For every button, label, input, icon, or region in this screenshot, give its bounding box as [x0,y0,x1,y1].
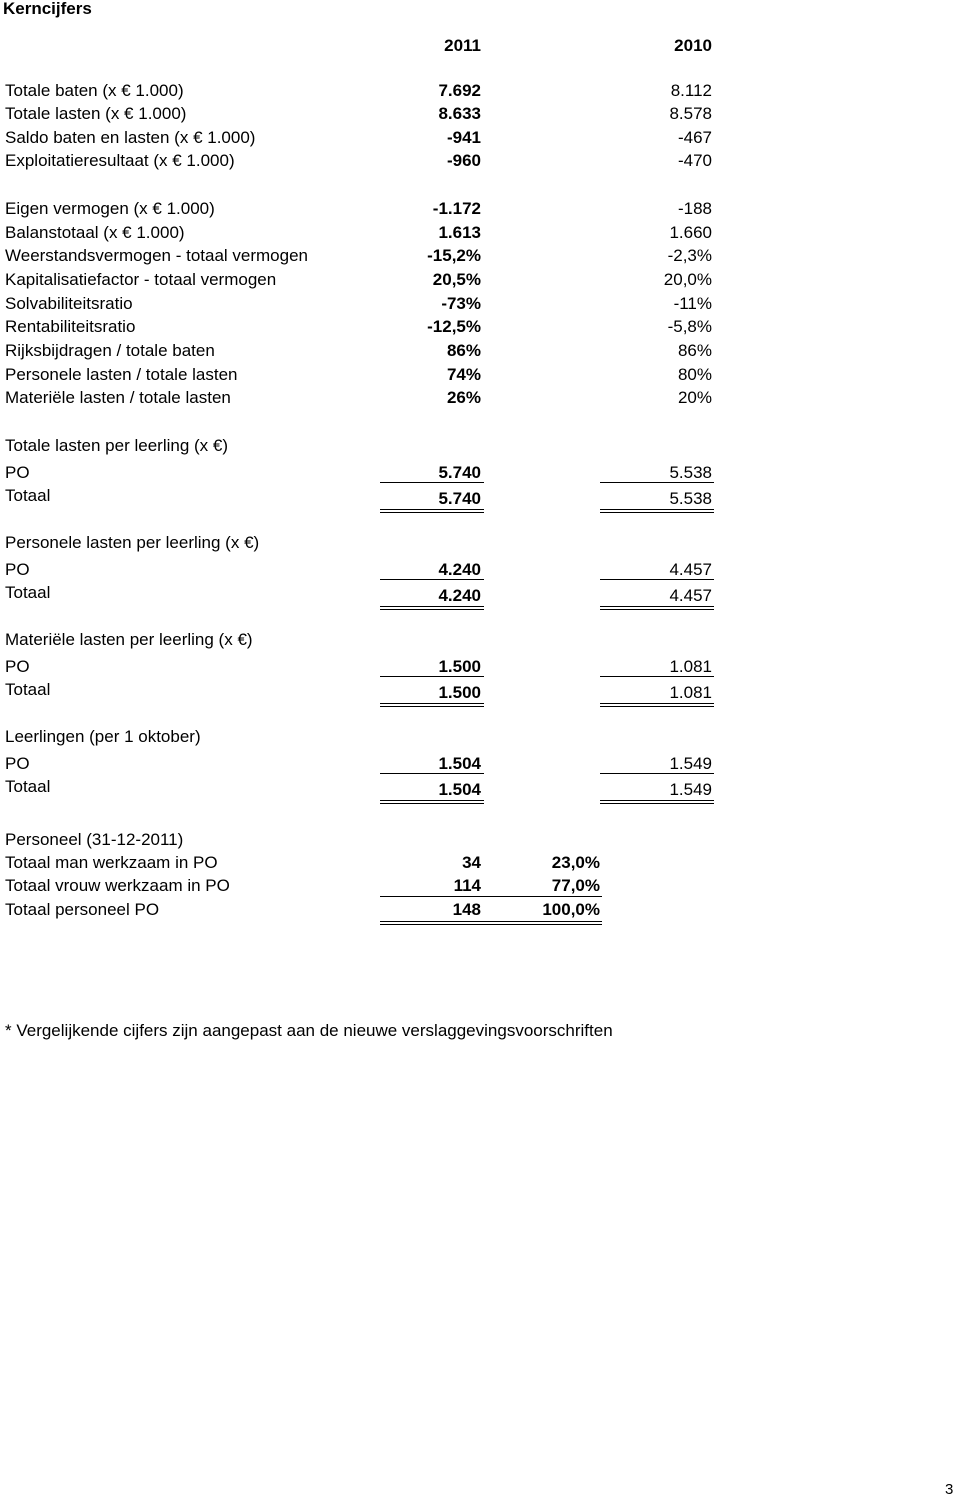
group-heading: Leerlingen (per 1 oktober) [5,727,201,746]
value-2011: 7.692 [438,81,481,100]
value-2010: 8.578 [669,104,712,123]
group-row-label: Totaal [5,583,51,602]
personeel-count: 148 [452,900,481,919]
personeel-row-label: Totaal personeel PO [5,900,160,919]
value-2011: -12,5% [427,317,481,336]
column-header-2011: 2011 [444,36,481,55]
row-label: Totale baten (x € 1.000) [5,81,184,100]
footnote: * Vergelijkende cijfers zijn aangepast aan de nieuwe verslaggevingsvoorschriften [5,1021,613,1040]
value-2010: 1.660 [669,223,712,242]
underline-2011 [380,676,484,677]
double-underline-2011 [380,509,484,513]
group-heading: Personele lasten per leerling (x €) [5,533,260,552]
value-2011: 1.613 [438,223,481,242]
group-row-label: Totaal [5,777,51,796]
underline-2010 [600,482,714,483]
underline-2011 [380,579,484,580]
group-value-2011: 4.240 [438,586,481,605]
row-label: Solvabiliteitsratio [5,294,133,313]
group-row-label: PO [5,754,30,773]
group-heading: Totale lasten per leerling (x €) [5,436,229,455]
value-2010: 86% [677,341,712,360]
value-2011: -960 [446,151,481,170]
row-label: Eigen vermogen (x € 1.000) [5,199,215,218]
personeel-row-label: Totaal vrouw werkzaam in PO [5,876,230,895]
group-row-label: PO [5,560,30,579]
row-label: Rijksbijdragen / totale baten [5,341,215,360]
group-row-label: Totaal [5,680,51,699]
double-underline-2011 [380,606,484,610]
underline-2011 [380,482,484,483]
group-value-2011: 5.740 [438,463,481,482]
personeel-underline [380,896,602,897]
underline-2011 [380,773,484,774]
personeel-percentage: 23,0% [551,853,600,872]
group-value-2011: 4.240 [438,560,481,579]
double-underline-2011 [380,800,484,804]
personeel-row-label: Totaal man werkzaam in PO [5,853,218,872]
group-value-2010: 1.081 [669,657,712,676]
value-2011: 74% [446,365,481,384]
row-label: Materiële lasten / totale lasten [5,388,231,407]
group-value-2011: 1.504 [438,754,481,773]
value-2010: 80% [677,365,712,384]
group-value-2010: 1.549 [669,780,712,799]
group-value-2010: 1.081 [669,683,712,702]
group-row-label: Totaal [5,486,51,505]
column-header-2010: 2010 [674,36,712,55]
group-heading: Materiële lasten per leerling (x €) [5,630,253,649]
value-2011: -1.172 [432,199,481,218]
value-2010: 20% [677,388,712,407]
group-value-2010: 1.549 [669,754,712,773]
double-underline-2010 [600,800,714,804]
underline-2010 [600,579,714,580]
value-2010: -11% [673,294,712,313]
row-label: Saldo baten en lasten (x € 1.000) [5,128,256,147]
row-label: Kapitalisatiefactor - totaal vermogen [5,270,277,289]
group-value-2011: 1.500 [438,683,481,702]
value-2011: -73% [441,294,481,313]
group-value-2011: 1.504 [438,780,481,799]
group-value-2010: 4.457 [669,560,712,579]
value-2011: -15,2% [427,246,481,265]
double-underline-2010 [600,606,714,610]
personeel-percentage: 100,0% [542,900,600,919]
value-2011: 26% [446,388,481,407]
row-label: Personele lasten / totale lasten [5,365,238,384]
value-2010: -2,3% [667,246,712,265]
row-label: Balanstotaal (x € 1.000) [5,223,185,242]
personeel-percentage: 77,0% [551,876,600,895]
group-value-2011: 5.740 [438,489,481,508]
personeel-heading: Personeel (31-12-2011) [5,830,184,849]
row-label: Rentabiliteitsratio [5,317,136,336]
value-2011: -941 [446,128,481,147]
row-label: Weerstandsvermogen - totaal vermogen [5,246,309,265]
group-row-label: PO [5,463,30,482]
value-2010: -470 [677,151,712,170]
value-2010: -467 [677,128,712,147]
underline-2010 [600,676,714,677]
group-row-label: PO [5,657,30,676]
page-title: Kerncijfers [3,0,92,18]
double-underline-2010 [600,509,714,513]
double-underline-2010 [600,703,714,707]
value-2010: 8.112 [670,81,712,100]
value-2011: 8.633 [438,104,481,123]
underline-2010 [600,773,714,774]
group-value-2010: 5.538 [669,463,712,482]
personeel-count: 114 [453,876,481,895]
value-2010: -188 [677,199,712,218]
group-value-2011: 1.500 [438,657,481,676]
row-label: Totale lasten (x € 1.000) [5,104,187,123]
personeel-count: 34 [462,853,481,872]
double-underline-2011 [380,703,484,707]
value-2010: -5,8% [667,317,712,336]
value-2011: 20,5% [432,270,481,289]
row-label: Exploitatieresultaat (x € 1.000) [5,151,235,170]
page-number: 3 [945,1481,954,1498]
group-value-2010: 5.538 [669,489,712,508]
value-2010: 20,0% [663,270,712,289]
group-value-2010: 4.457 [669,586,712,605]
personeel-double-underline [380,921,602,925]
value-2011: 86% [446,341,481,360]
